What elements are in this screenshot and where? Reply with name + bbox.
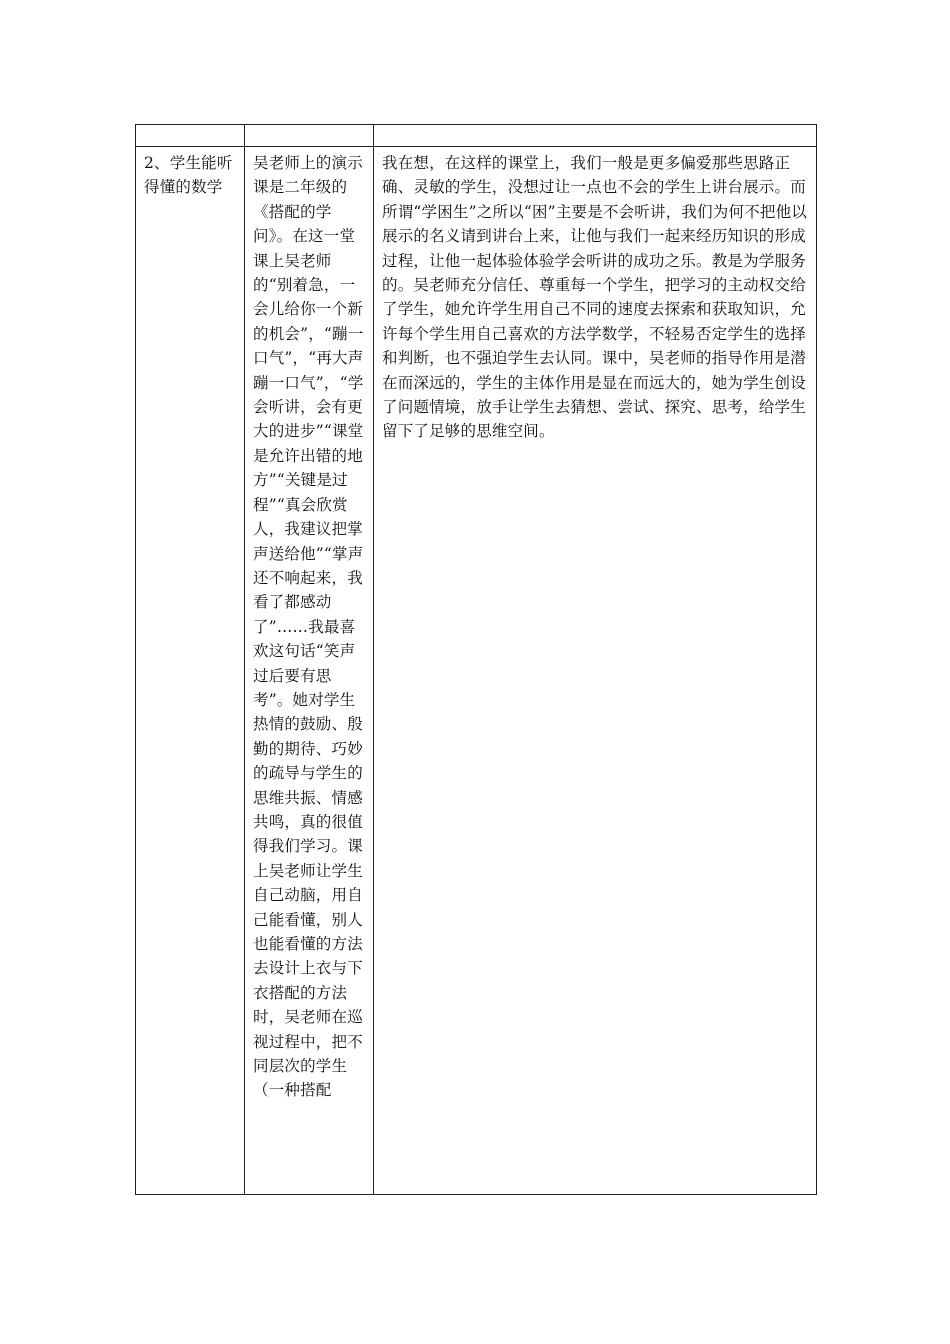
observation-cell: 吴老师上的演示课是二年级的《搭配的学问》。在这一堂课上吴老师的“别着急，一会儿给你一个新的机会”，“蹦一口气”，“再大声蹦一口气”，“学会听讲，会有更大的进步”“课堂是允许出错的地方”“关键是过程”“真会欣赏人，我建议把掌声送给他”“掌声还不响起来，我看了都感动了”……我最喜欢这句话“笑声过后要有思考”。她对学生热情的鼓励、殷勤的期待、巧妙的疏导与学生的思维共振、情感共鸣，真的很值得我们学习。课上吴老师让学生自己动脑，用自己能看懂，别人也能看懂的方法去设计上衣与下衣搭配的方法时，吴老师在巡视过程中，把不同层次的学生（一种搭配 (245, 147, 374, 1195)
table-header-row (136, 125, 817, 147)
topic-cell: 2、学生能听得懂的数学 (136, 147, 245, 1195)
reflection-table (135, 124, 817, 1195)
empty-cell-3 (374, 125, 817, 147)
table-row (136, 147, 817, 1195)
empty-cell-1 (136, 125, 245, 147)
reflection-cell: 我在想，在这样的课堂上，我们一般是更多偏爱那些思路正确、灵敏的学生，没想过让一点也不会的学生上讲台展示。而所谓“学困生”之所以“困”主要是不会听讲，我们为何不把他以展示的名义请到讲台上来，让他与我们一起来经历知识的形成过程，让他一起体验体验学会听讲的成功之乐。教是为学服务的。吴老师充分信任、尊重每一个学生，把学习的主动权交给了学生，她允许学生用自己不同的速度去探索和获取知识，允许每个学生用自己喜欢的方法学数学，不轻易否定学生的选择和判断，也不强迫学生去认同。课中，吴老师的指导作用是潜在而深远的，学生的主体作用是显在而远大的，她为学生创设了问题情境，放手让学生去猜想、尝试、探究、思考，给学生留下了足够的思维空间。 (374, 147, 817, 1195)
empty-cell-2 (245, 125, 374, 147)
